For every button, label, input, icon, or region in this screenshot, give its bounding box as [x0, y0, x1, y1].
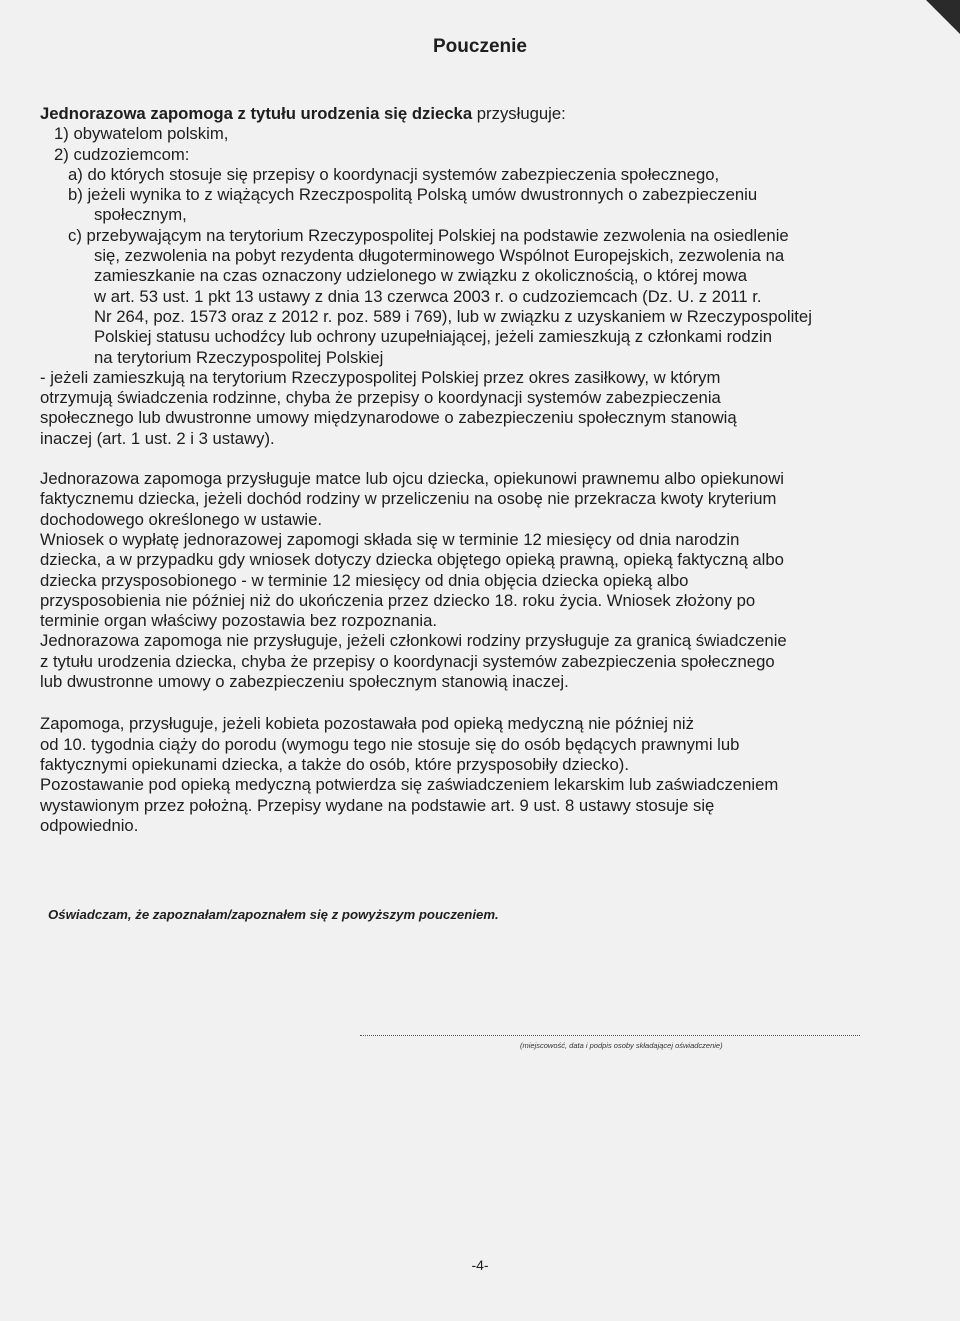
item-c-line4: w art. 53 ust. 1 pkt 13 ustawy z dnia 13 czerwca 2003 r. o cudzoziemcach (Dz. U. z 2011 r. [94, 286, 762, 306]
intro-bold: Jednorazowa zapomoga z tytułu urodzenia się dziecka [40, 104, 473, 123]
item-1: 1) obywatelom polskim, [54, 124, 229, 144]
para1-line2: faktycznemu dziecka, jeżeli dochód rodziny w przeliczeniu na osobę nie przekracza kwoty kryterium [40, 489, 777, 509]
para3-line1: Jednorazowa zapomoga nie przysługuje, jeżeli członkowi rodziny przysługuje za granicą świadczenie [40, 631, 787, 651]
item-b-line2: społecznym, [94, 205, 187, 225]
condition-line2: otrzymują świadczenia rodzinne, chyba że przepisy o koordynacji systemów zabezpieczenia [40, 388, 721, 408]
para1-line1: Jednorazowa zapomoga przysługuje matce lub ojcu dziecka, opiekunowi prawnemu albo opiekunowi [40, 469, 784, 489]
para1-line3: dochodowego określonego w ustawie. [40, 509, 323, 529]
intro-line [40, 104, 912, 124]
notice-body [40, 104, 912, 836]
para2-line5: terminie organ właściwy pozostawia bez rozpoznania. [40, 611, 437, 631]
condition-line4: inaczej (art. 1 ust. 2 i 3 ustawy). [40, 428, 275, 448]
item-a: a) do których stosuje się przepisy o koordynacji systemów zabezpieczenia społecznego, [68, 164, 720, 184]
para4-line1: Zapomoga, przysługuje, jeżeli kobieta pozostawała pod opieką medyczną nie później niż [40, 714, 694, 734]
condition-line1: - jeżeli zamieszkują na terytorium Rzeczypospolitej Polskiej przez okres zasiłkowy, w którym [40, 367, 721, 387]
item-c-line2: się, zezwolenia na pobyt rezydenta długoterminowego Wspólnot Europejskich, zezwolenia na [94, 246, 785, 266]
statement-text: Oświadczam, że zapoznałam/zapoznałem się z powyższym pouczeniem. [48, 907, 499, 922]
page-corner [926, 0, 960, 34]
para3-line2: z tytułu urodzenia dziecka, chyba że przepisy o koordynacji systemów zabezpieczenia społecznego [40, 651, 775, 671]
para5-line1: Pozostawanie pod opieką medyczną potwierdza się zaświadczeniem lekarskim lub zaświadczeniem [40, 775, 779, 795]
para2-line3: dziecka przysposobionego - w terminie 12 miesięcy od dnia objęcia dziecka opieką albo [40, 570, 689, 590]
spacer [40, 449, 912, 469]
signature-caption: (miejscowość, data i podpis osoby składającej oświadczenie) [520, 1041, 723, 1050]
signature-line [360, 1035, 860, 1036]
para2-line1: Wniosek o wypłatę jednorazowej zapomogi składa się w terminie 12 miesięcy od dnia narodzin [40, 529, 740, 549]
para2-line2: dziecka, a w przypadku gdy wniosek dotyczy dziecka objętego opieką prawną, opieką faktyczną albo [40, 550, 784, 570]
para3-line3: lub dwustronne umowy o zabezpieczeniu społecznym stanowią inaczej. [40, 672, 569, 692]
para4-line3: faktycznymi opiekunami dziecka, a także do osób, które przysposobiły dziecko). [40, 754, 629, 774]
para2-line4: przysposobienia nie później niż do ukończenia przez dziecko 18. roku życia. Wniosek złożony po [40, 590, 756, 610]
item-c-line7: na terytorium Rzeczypospolitej Polskiej [94, 347, 384, 367]
page-title: Pouczenie [433, 36, 527, 57]
para5-line2: wystawionym przez położną. Przepisy wydane na podstawie art. 9 ust. 8 ustawy stosuje się [40, 795, 715, 815]
page-number: -4- [471, 1257, 489, 1273]
condition-line3: społecznego lub dwustronne umowy międzynarodowe o zabezpieczeniu społecznym stanowią [40, 408, 737, 428]
item-c-line5: Nr 264, poz. 1573 oraz z 2012 r. poz. 589 i 769), lub w związku z uzyskaniem w Rzeczypospolitej [94, 306, 812, 326]
item-c-line6: Polskiej statusu uchodźcy lub ochrony uzupełniającej, jeżeli zamieszkują z członkami rodzin [94, 327, 773, 347]
para4-line2: od 10. tygodnia ciąży do porodu (wymogu tego nie stosuje się do osób będących prawnymi lub [40, 734, 740, 754]
item-2: 2) cudzoziemcom: [54, 144, 190, 164]
item-c-line1: c) przebywającym na terytorium Rzeczypospolitej Polskiej na podstawie zezwolenia na osiedlenie [68, 225, 789, 245]
spacer [40, 692, 912, 714]
item-b-line1: b) jeżeli wynika to z wiążących Rzeczpospolitą Polską umów dwustronnych o zabezpieczeniu [68, 185, 758, 205]
item-c-line3: zamieszkanie na czas oznaczony udzielonego w związku z okolicznością, o której mowa [94, 266, 747, 286]
para5-line3: odpowiednio. [40, 815, 139, 835]
intro-rest: przysługuje: [472, 104, 566, 123]
